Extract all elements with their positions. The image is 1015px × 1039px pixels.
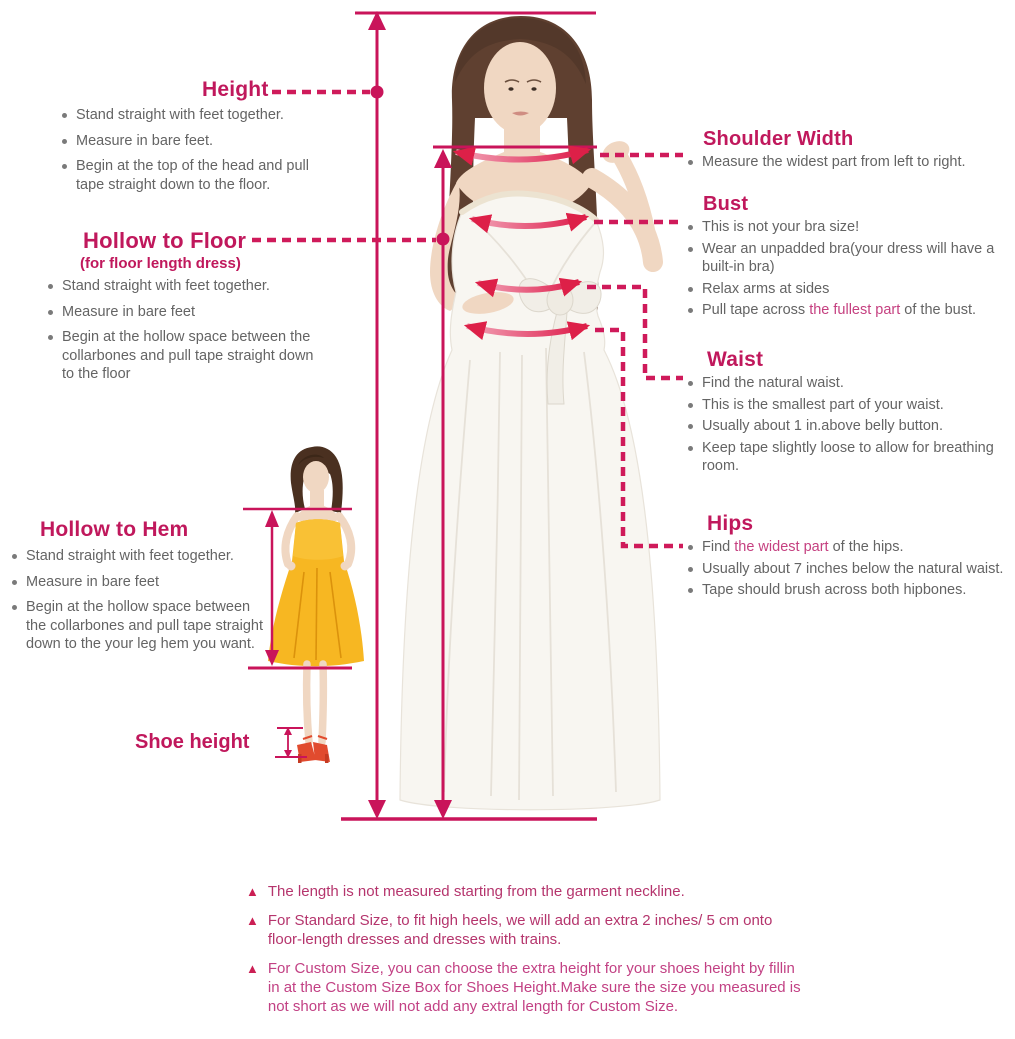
- bust-bullet: This is not your bra size!: [688, 218, 1010, 237]
- waist-bullet: Find the natural waist.: [688, 374, 1010, 393]
- bullet-dot-icon: [688, 160, 693, 165]
- hips-bullet: Tape should brush across both hipbones.: [688, 581, 1010, 600]
- bullet-dot-icon: [12, 605, 17, 610]
- hips-title: Hips: [707, 512, 754, 535]
- highlighted-phrase: the fullest part: [809, 302, 901, 318]
- note-row: [246, 959, 856, 1016]
- bullet-dot-icon: [688, 446, 693, 451]
- hollow-hem-bullet: Stand straight with feet together.: [12, 547, 270, 566]
- shoulder-width-title: Shoulder Width: [703, 128, 854, 150]
- note-row: [246, 911, 856, 949]
- note-line: For Custom Size, you can choose the extra height for your shoes height by fillin: [267, 960, 795, 977]
- small-model-figure: [268, 446, 364, 763]
- bullet-dot-icon: [48, 335, 53, 340]
- bullet-dot-icon: [688, 381, 693, 386]
- note-line: not short as we will not add any extral length for Custom Size.: [267, 998, 679, 1015]
- bullet-dot-icon: [12, 580, 17, 585]
- note-line: floor-length dresses and dresses with trains.: [267, 931, 562, 948]
- shoulder-bullet: Measure the widest part from left to right.: [688, 153, 1010, 172]
- bullet-dot-icon: [688, 403, 693, 408]
- waist-bullet: Usually about 1 in.above belly button.: [688, 417, 1010, 436]
- triangle-bullet-icon: ▲: [246, 961, 259, 976]
- bust-title: Bust: [703, 193, 749, 215]
- bullet-dot-icon: [48, 284, 53, 289]
- hips-bullet: Find the widest part of the hips.: [688, 538, 1010, 557]
- note-line: For Standard Size, to fit high heels, we will add an extra 2 inches/ 5 cm onto: [267, 912, 773, 929]
- waist-bullet: Keep tape slightly loose to allow for breathing room.: [688, 439, 1010, 476]
- triangle-bullet-icon: ▲: [246, 913, 259, 928]
- waist-bullet: This is the smallest part of your waist.: [688, 396, 1010, 415]
- hollow-hem-bullet: Measure in bare feet: [12, 573, 270, 592]
- bullet-dot-icon: [688, 308, 693, 313]
- shoe-height-label: Shoe height: [135, 731, 250, 753]
- height-title: Height: [202, 78, 269, 101]
- hollow-to-hem-title: Hollow to Hem: [40, 518, 189, 541]
- hollow-to-floor-title: Hollow to Floor: [83, 228, 247, 253]
- bullet-dot-icon: [688, 287, 693, 292]
- bullet-dot-icon: [62, 113, 67, 118]
- bullet-dot-icon: [688, 424, 693, 429]
- note-line: The length is not measured starting from the garment neckline.: [267, 883, 685, 900]
- section-hollow-to-floor: [48, 228, 318, 391]
- bullet-dot-icon: [48, 310, 53, 315]
- triangle-bullet-icon: ▲: [246, 884, 259, 899]
- note-line: in at the Custom Size Box for Shoes Height.Make sure the size you measured is: [267, 979, 801, 996]
- bullet-dot-icon: [688, 545, 693, 550]
- bust-bullet: Relax arms at sides: [688, 280, 1010, 299]
- footnotes: [246, 882, 856, 1026]
- bullet-dot-icon: [688, 567, 693, 572]
- section-waist: [688, 348, 1010, 479]
- hollow-to-floor-subtitle: (for floor length dress): [80, 255, 241, 272]
- note-row: [246, 882, 856, 901]
- hollow-hem-bullet: Begin at the hollow space between the collarbones and pull tape straight down to the your leg hem you want.: [12, 598, 270, 654]
- bust-bullet: Wear an unpadded bra(your dress will have a built-in bra): [688, 240, 1010, 277]
- section-shoulder-width: [688, 128, 1010, 175]
- bullet-dot-icon: [688, 247, 693, 252]
- bullet-dot-icon: [62, 139, 67, 144]
- section-height: [62, 78, 334, 201]
- section-hips: [688, 512, 1010, 603]
- bullet-dot-icon: [12, 554, 17, 559]
- height-bullet: Begin at the top of the head and pull tape straight down to the floor.: [62, 157, 334, 194]
- section-bust: [688, 193, 1010, 323]
- hollow-floor-bullet: Begin at the hollow space between the collarbones and pull tape straight down to the floor: [48, 328, 318, 384]
- highlighted-phrase: the widest part: [734, 539, 829, 555]
- hips-bullet: Usually about 7 inches below the natural waist.: [688, 560, 1010, 579]
- waist-title: Waist: [707, 348, 764, 371]
- height-bullet: Stand straight with feet together.: [62, 106, 334, 125]
- hollow-floor-bullet: Measure in bare feet: [48, 303, 318, 322]
- bullet-dot-icon: [688, 588, 693, 593]
- section-hollow-to-hem: [12, 518, 270, 661]
- bust-bullet: Pull tape across the fullest part of the bust.: [688, 301, 1010, 320]
- height-bullet: Measure in bare feet.: [62, 132, 334, 151]
- bullet-dot-icon: [688, 225, 693, 230]
- bullet-dot-icon: [62, 164, 67, 169]
- hollow-floor-bullet: Stand straight with feet together.: [48, 277, 318, 296]
